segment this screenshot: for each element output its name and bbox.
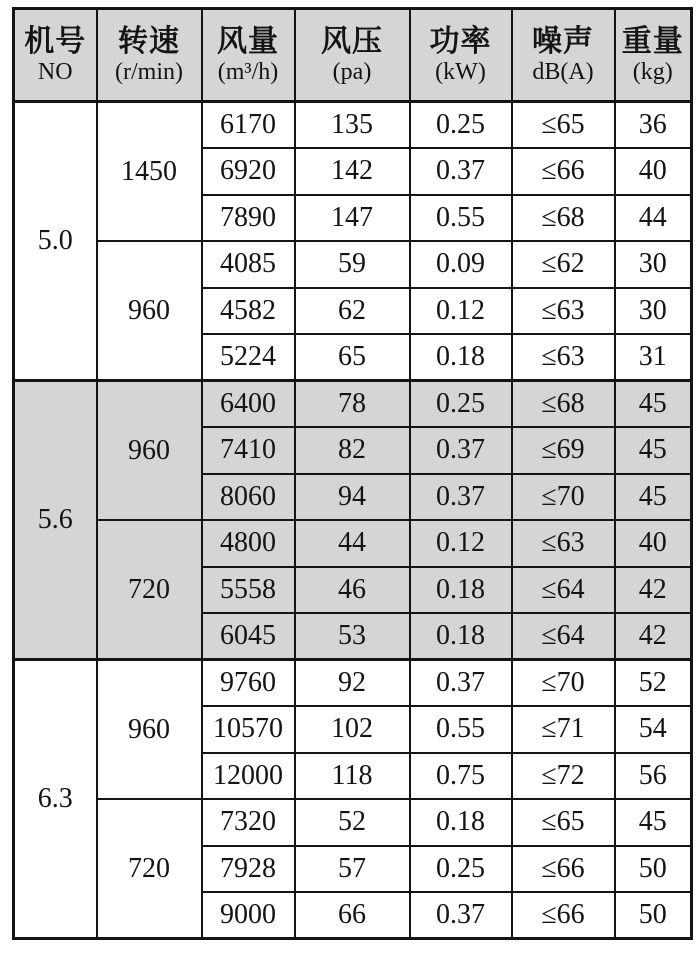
col-header-speed-title: 转速 xyxy=(118,24,180,58)
cell-airflow: 5224 xyxy=(202,334,295,381)
cell-weight: 42 xyxy=(615,567,692,614)
cell-power: 0.37 xyxy=(410,427,512,474)
cell-pressure: 135 xyxy=(295,102,410,149)
cell-weight: 45 xyxy=(615,799,692,846)
cell-weight: 52 xyxy=(615,660,692,707)
cell-pressure: 53 xyxy=(295,613,410,660)
cell-airflow: 6400 xyxy=(202,381,295,428)
cell-power: 0.18 xyxy=(410,334,512,381)
cell-power: 0.75 xyxy=(410,753,512,800)
table-body xyxy=(14,102,692,939)
cell-power: 0.12 xyxy=(410,520,512,567)
cell-pressure: 78 xyxy=(295,381,410,428)
cell-power: 0.18 xyxy=(410,567,512,614)
cell-weight: 40 xyxy=(615,520,692,567)
cell-weight: 45 xyxy=(615,427,692,474)
cell-pressure: 118 xyxy=(295,753,410,800)
cell-weight: 30 xyxy=(615,288,692,335)
cell-noise: ≤64 xyxy=(512,567,615,614)
cell-power: 0.55 xyxy=(410,195,512,242)
fan-spec-table xyxy=(12,7,693,940)
cell-weight: 50 xyxy=(615,892,692,939)
cell-airflow: 8060 xyxy=(202,474,295,521)
cell-airflow: 7410 xyxy=(202,427,295,474)
col-header-pressure-unit: (pa) xyxy=(332,59,372,86)
cell-power: 0.37 xyxy=(410,474,512,521)
rpm-cell: 1450 xyxy=(97,102,202,242)
cell-airflow: 10570 xyxy=(202,706,295,753)
cell-airflow: 5558 xyxy=(202,567,295,614)
cell-airflow: 4800 xyxy=(202,520,295,567)
col-header-machine-no xyxy=(14,9,97,102)
cell-airflow: 7928 xyxy=(202,846,295,893)
cell-pressure: 65 xyxy=(295,334,410,381)
machine-no-cell: 5.0 xyxy=(14,102,97,381)
table-row xyxy=(14,381,692,428)
cell-airflow: 9000 xyxy=(202,892,295,939)
cell-airflow: 7890 xyxy=(202,195,295,242)
cell-noise: ≤68 xyxy=(512,195,615,242)
cell-noise: ≤68 xyxy=(512,381,615,428)
cell-power: 0.55 xyxy=(410,706,512,753)
col-header-power xyxy=(410,9,512,102)
col-header-pressure xyxy=(295,9,410,102)
cell-airflow: 7320 xyxy=(202,799,295,846)
cell-pressure: 94 xyxy=(295,474,410,521)
cell-noise: ≤71 xyxy=(512,706,615,753)
cell-weight: 45 xyxy=(615,381,692,428)
machine-no-cell: 5.6 xyxy=(14,381,97,660)
cell-weight: 44 xyxy=(615,195,692,242)
cell-airflow: 12000 xyxy=(202,753,295,800)
cell-pressure: 66 xyxy=(295,892,410,939)
cell-weight: 40 xyxy=(615,148,692,195)
col-header-weight-unit: (kg) xyxy=(632,59,673,86)
cell-noise: ≤66 xyxy=(512,846,615,893)
cell-noise: ≤63 xyxy=(512,334,615,381)
cell-pressure: 52 xyxy=(295,799,410,846)
cell-pressure: 82 xyxy=(295,427,410,474)
cell-noise: ≤69 xyxy=(512,427,615,474)
col-header-noise xyxy=(512,9,615,102)
cell-airflow: 6920 xyxy=(202,148,295,195)
col-header-noise-title: 噪声 xyxy=(532,24,594,58)
cell-weight: 30 xyxy=(615,241,692,288)
cell-weight: 31 xyxy=(615,334,692,381)
rpm-cell: 960 xyxy=(97,660,202,800)
rpm-cell: 720 xyxy=(97,520,202,660)
cell-weight: 56 xyxy=(615,753,692,800)
table-row xyxy=(14,102,692,149)
cell-noise: ≤65 xyxy=(512,799,615,846)
col-header-speed xyxy=(97,9,202,102)
cell-weight: 36 xyxy=(615,102,692,149)
col-header-speed-unit: (r/min) xyxy=(115,59,183,86)
cell-weight: 54 xyxy=(615,706,692,753)
col-header-power-title: 功率 xyxy=(429,24,492,58)
cell-noise: ≤70 xyxy=(512,474,615,521)
cell-power: 0.12 xyxy=(410,288,512,335)
header-row xyxy=(14,9,692,102)
cell-noise: ≤63 xyxy=(512,520,615,567)
col-header-power-unit: (kW) xyxy=(435,59,486,86)
cell-power: 0.37 xyxy=(410,148,512,195)
table-row xyxy=(14,241,692,288)
table-header xyxy=(14,9,692,102)
cell-noise: ≤72 xyxy=(512,753,615,800)
cell-noise: ≤66 xyxy=(512,892,615,939)
cell-airflow: 4582 xyxy=(202,288,295,335)
cell-power: 0.25 xyxy=(410,846,512,893)
col-header-weight xyxy=(615,9,692,102)
cell-pressure: 147 xyxy=(295,195,410,242)
cell-pressure: 44 xyxy=(295,520,410,567)
cell-airflow: 9760 xyxy=(202,660,295,707)
cell-noise: ≤65 xyxy=(512,102,615,149)
cell-noise: ≤62 xyxy=(512,241,615,288)
cell-power: 0.37 xyxy=(410,660,512,707)
cell-weight: 50 xyxy=(615,846,692,893)
col-header-machine-no-title: 机号 xyxy=(24,24,87,58)
cell-power: 0.18 xyxy=(410,799,512,846)
cell-power: 0.18 xyxy=(410,613,512,660)
col-header-machine-no-unit: NO xyxy=(37,59,73,86)
col-header-airflow-title: 风量 xyxy=(217,24,279,58)
cell-noise: ≤66 xyxy=(512,148,615,195)
cell-pressure: 57 xyxy=(295,846,410,893)
cell-weight: 42 xyxy=(615,613,692,660)
table-row xyxy=(14,799,692,846)
col-header-pressure-title: 风压 xyxy=(321,24,383,58)
rpm-cell: 960 xyxy=(97,381,202,521)
cell-pressure: 142 xyxy=(295,148,410,195)
col-header-airflow xyxy=(202,9,295,102)
rpm-cell: 720 xyxy=(97,799,202,939)
col-header-airflow-unit: (m³/h) xyxy=(217,59,279,86)
col-header-noise-unit: dB(A) xyxy=(532,59,594,86)
table-row xyxy=(14,520,692,567)
col-header-weight-title: 重量 xyxy=(621,24,684,58)
cell-power: 0.37 xyxy=(410,892,512,939)
rpm-cell: 960 xyxy=(97,241,202,381)
table-row xyxy=(14,660,692,707)
cell-airflow: 6045 xyxy=(202,613,295,660)
cell-power: 0.25 xyxy=(410,381,512,428)
machine-no-cell: 6.3 xyxy=(14,660,97,939)
cell-pressure: 46 xyxy=(295,567,410,614)
cell-pressure: 59 xyxy=(295,241,410,288)
cell-noise: ≤64 xyxy=(512,613,615,660)
cell-power: 0.09 xyxy=(410,241,512,288)
cell-noise: ≤70 xyxy=(512,660,615,707)
cell-weight: 45 xyxy=(615,474,692,521)
cell-pressure: 92 xyxy=(295,660,410,707)
cell-noise: ≤63 xyxy=(512,288,615,335)
cell-power: 0.25 xyxy=(410,102,512,149)
cell-airflow: 4085 xyxy=(202,241,295,288)
cell-pressure: 102 xyxy=(295,706,410,753)
cell-airflow: 6170 xyxy=(202,102,295,149)
cell-pressure: 62 xyxy=(295,288,410,335)
